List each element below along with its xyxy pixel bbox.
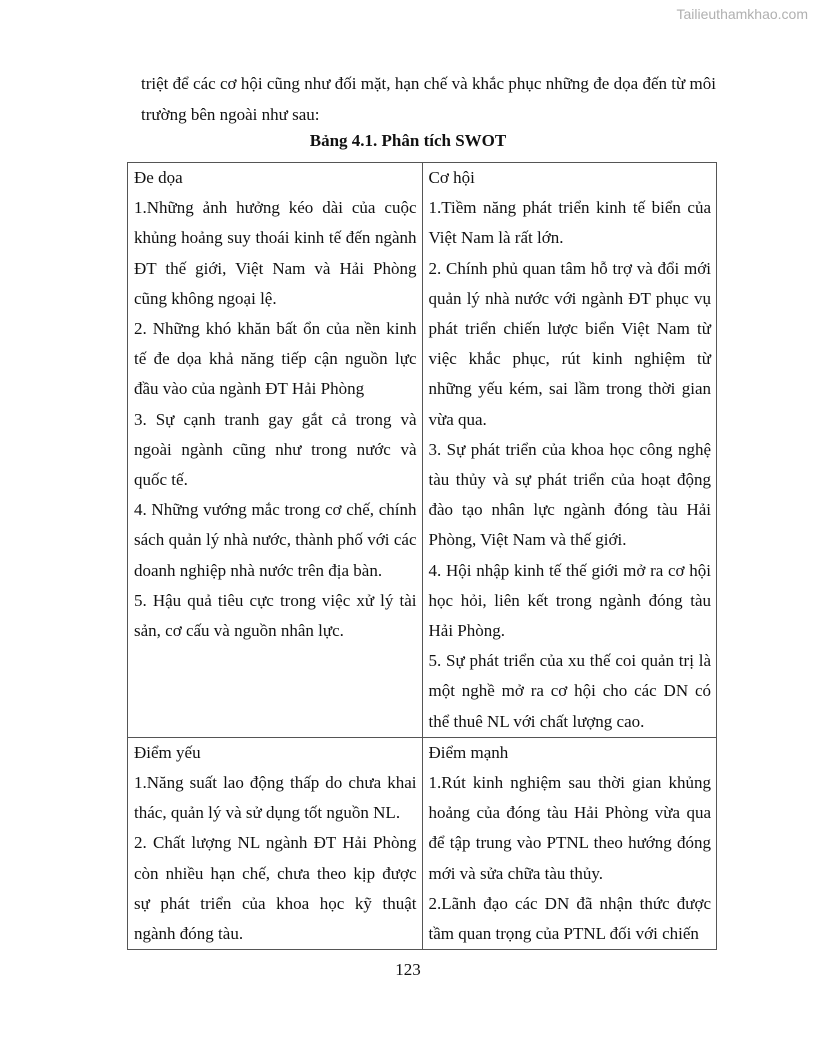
list-item: 1.Những ảnh hưởng kéo dài của cuộc khủng hoảng suy thoái kinh tế đến ngành ĐT thế giới, Việt Nam và Hải Phòng cũng không ngoại lệ. [134,198,417,308]
list-item: 1.Năng suất lao động thấp do chưa khai thác, quản lý và sử dụng tốt nguồn NL. [134,773,417,823]
cell-heading: Đe dọa [134,168,183,187]
list-item: 5. Hậu quả tiêu cực trong việc xử lý tài sản, cơ cấu và nguồn nhân lực. [134,590,417,641]
weaknesses-cell [128,737,423,949]
intro-paragraph: triệt để các cơ hội cũng như đối mặt, hạn chế và khắc phục những đe dọa đến từ môi trường bên ngoài như sau: [141,74,716,124]
list-item: 2. Chất lượng NL ngành ĐT Hải Phòng còn nhiều hạn chế, chưa theo kịp được sự phát triển của khoa học kỹ thuật ngành đóng tàu. [134,833,417,944]
table-row [128,737,717,949]
page-number: 123 [395,960,421,979]
cell-heading: Cơ hội [428,168,475,187]
list-item: 2. Những khó khăn bất ổn của nền kinh tế đe dọa khả năng tiếp cận nguồn lực đầu vào của ngành ĐT Hải Phòng [134,319,417,399]
watermark: Tailieuthamkhao.com [676,6,808,22]
cell-heading: Điểm mạnh [428,742,509,762]
list-item: 2.Lãnh đạo các DN đã nhận thức được tầm quan trọng của PTNL đối với chiến [428,893,711,944]
swot-table [127,162,717,950]
list-item: 4. Những vướng mắc trong cơ chế, chính sách quản lý nhà nước, thành phố với các doanh nghiệp nhà nước trên địa bàn. [134,500,417,580]
list-item: 5. Sự phát triển của xu thế coi quản trị là một nghề mở ra cơ hội cho các DN có thể thuê NL với chất lượng cao. [428,651,711,731]
list-item: 1.Tiềm năng phát triển kinh tế biển của Việt Nam là rất lớn. [428,198,711,248]
list-item: 4. Hội nhập kinh tế thế giới mở ra cơ hội học hỏi, liên kết trong ngành đóng tàu Hải Phòng. [428,560,711,641]
table-caption: Bảng 4.1. Phân tích SWOT [309,131,507,150]
list-item: 2. Chính phủ quan tâm hỗ trợ và đổi mới quản lý nhà nước với ngành ĐT phục vụ phát triển chiến lược biển Việt Nam từ việc khắc phục, rút kinh nghiệm từ những yếu kém, sai lầm trong thời gian vừa qua. [428,258,711,429]
list-item: 3. Sự cạnh tranh gay gắt cả trong và ngoài ngành cũng như trong nước và quốc tế. [134,409,417,490]
list-item: 1.Rút kinh nghiệm sau thời gian khủng hoảng của đóng tàu Hải Phòng vừa qua để tập trung vào PTNL theo hướng đóng mới và sửa chữa tàu thủy. [428,773,711,883]
table-row [128,163,717,738]
threats-cell [128,163,423,738]
list-item: 3. Sự phát triển của khoa học công nghệ tàu thủy và sự phát triển của hoạt động đào tạo nhân lực ngành đóng tàu Hải Phòng, Việt Nam và thế giới. [428,439,711,550]
strengths-cell [422,737,717,949]
cell-heading: Điểm yếu [134,742,201,762]
opportunities-cell [422,163,717,738]
